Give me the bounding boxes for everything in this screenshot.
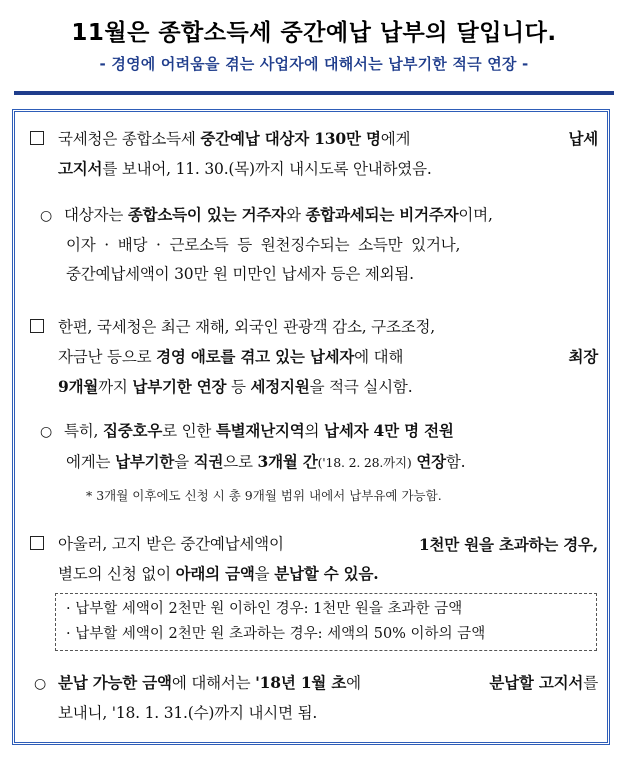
paragraph-tax-support: [30, 313, 598, 402]
text: 함.: [445, 453, 466, 471]
text: 의: [304, 422, 320, 440]
emphasis-text: 세정지원: [250, 377, 310, 396]
emphasis-text: 납부기한: [115, 452, 175, 471]
line: [30, 372, 598, 402]
square-bullet-icon: [30, 131, 44, 145]
text: 을: [254, 565, 270, 583]
line: [30, 313, 598, 342]
line: [40, 200, 596, 231]
text: ('18. 2. 28.까지): [317, 455, 412, 470]
line: [30, 559, 598, 589]
text: 등: [231, 378, 246, 396]
emphasis-text: 9개월: [58, 377, 99, 396]
paragraph-installment: [30, 530, 598, 589]
text: 국세청은 종합소득세: [58, 130, 196, 148]
emphasis-text: 경영 애로를 겪고 있는 납세자: [156, 347, 355, 366]
emphasis-text: 종합과세되는 비거주자: [305, 205, 459, 224]
text: 별도의 신청 없이: [58, 565, 171, 583]
text: 를: [583, 674, 598, 692]
line: 보내니, '18. 1. 31.(수)까지 내시면 됨.: [58, 704, 318, 722]
installment-amount-box: [55, 593, 597, 651]
circle-bullet-icon: ○: [34, 676, 47, 692]
text: 에게는: [66, 453, 111, 471]
paragraph-disaster-area: [40, 416, 596, 477]
line: 중간예납세액이 30만 원 미만인 납세자 등은 제외됨.: [66, 265, 414, 283]
text: 에 대해: [354, 348, 404, 366]
text: 를 보내어, 11. 30.(목)까지 내시도록 안내하였음.: [102, 160, 432, 178]
circle-bullet-icon: ○: [40, 424, 53, 440]
line: [34, 668, 598, 699]
footnote: * 3개월 이후에도 신청 시 총 9개월 범위 내에서 납부유예 가능함.: [86, 488, 442, 503]
line: [30, 530, 598, 559]
line: [40, 447, 596, 477]
line: [30, 154, 598, 184]
page-subtitle: - 경영에 어려움을 겪는 사업자에 대해서는 납부기한 적극 연장 -: [99, 55, 529, 73]
line: [30, 124, 598, 154]
emphasis-text: 집중호우: [103, 421, 163, 440]
emphasis-text: 중간예납 대상자 130만 명: [200, 129, 381, 148]
square-bullet-icon: [30, 319, 44, 333]
text: 에: [346, 674, 361, 692]
text: 특히,: [64, 422, 99, 440]
text: 와: [285, 206, 301, 224]
paragraph-installment-notice: [34, 668, 598, 728]
circle-bullet-icon: ○: [40, 208, 53, 224]
emphasis-text: 연장: [416, 452, 446, 471]
text: 로 인한: [162, 422, 212, 440]
emphasis-text: 납부기한 연장: [132, 377, 227, 396]
emphasis-text: 분납할 수 있음.: [274, 564, 379, 583]
text: 으로: [223, 453, 253, 471]
text: 까지: [98, 378, 128, 396]
text: 에 대해서는: [171, 674, 251, 692]
paragraph-tax-notice: [30, 124, 598, 184]
line: 이자 · 배당 · 근로소득 등 원천징수되는 소득만 있거나,: [66, 236, 461, 254]
square-bullet-icon: [30, 536, 44, 550]
emphasis-text: 납세자 4만 명 전원: [324, 421, 454, 440]
paragraph-eligibility: [40, 200, 596, 289]
emphasis-text: 분납할 고지서: [489, 673, 584, 692]
emphasis-text: 최장: [568, 347, 598, 366]
list-item: · 납부할 세액이 2천만 원 이하인 경우: 1천만 원을 초과한 금액: [66, 601, 463, 617]
list-item: · 납부할 세액이 2천만 원 초과하는 경우: 세액의 50% 이하의 금액: [66, 626, 486, 642]
text: 이며,: [458, 206, 493, 224]
text: 한편, 국세청은 최근 재해, 외국인 관광객 감소, 구조조정,: [58, 318, 436, 336]
emphasis-text: 특별재난지역: [215, 421, 305, 440]
emphasis-text: 1천만 원을 초과하는 경우,: [418, 535, 598, 554]
text: 대상자는: [64, 206, 124, 224]
text: 아울러, 고지 받은 중간예납세액이: [58, 535, 284, 553]
emphasis-text: '18년 1월 초: [255, 673, 347, 692]
emphasis-text: 3개월 간: [257, 452, 318, 471]
text: 자금난 등으로: [58, 348, 152, 366]
page-title: 11월은 종합소득세 중간예납 납부의 달입니다.: [71, 20, 557, 46]
line: [40, 416, 596, 447]
text: 을 적극 실시함.: [309, 378, 413, 396]
emphasis-text: 직권: [193, 452, 224, 471]
line: [30, 342, 598, 372]
title-divider: [14, 91, 614, 95]
text: 을: [174, 453, 189, 471]
text: 에게: [380, 130, 411, 148]
emphasis-text: 종합소득이 있는 거주자: [127, 205, 286, 224]
emphasis-text: 납세: [568, 129, 598, 148]
emphasis-text: 고지서: [58, 159, 103, 178]
emphasis-text: 아래의 금액: [175, 564, 255, 583]
emphasis-text: 분납 가능한 금액: [58, 673, 172, 692]
